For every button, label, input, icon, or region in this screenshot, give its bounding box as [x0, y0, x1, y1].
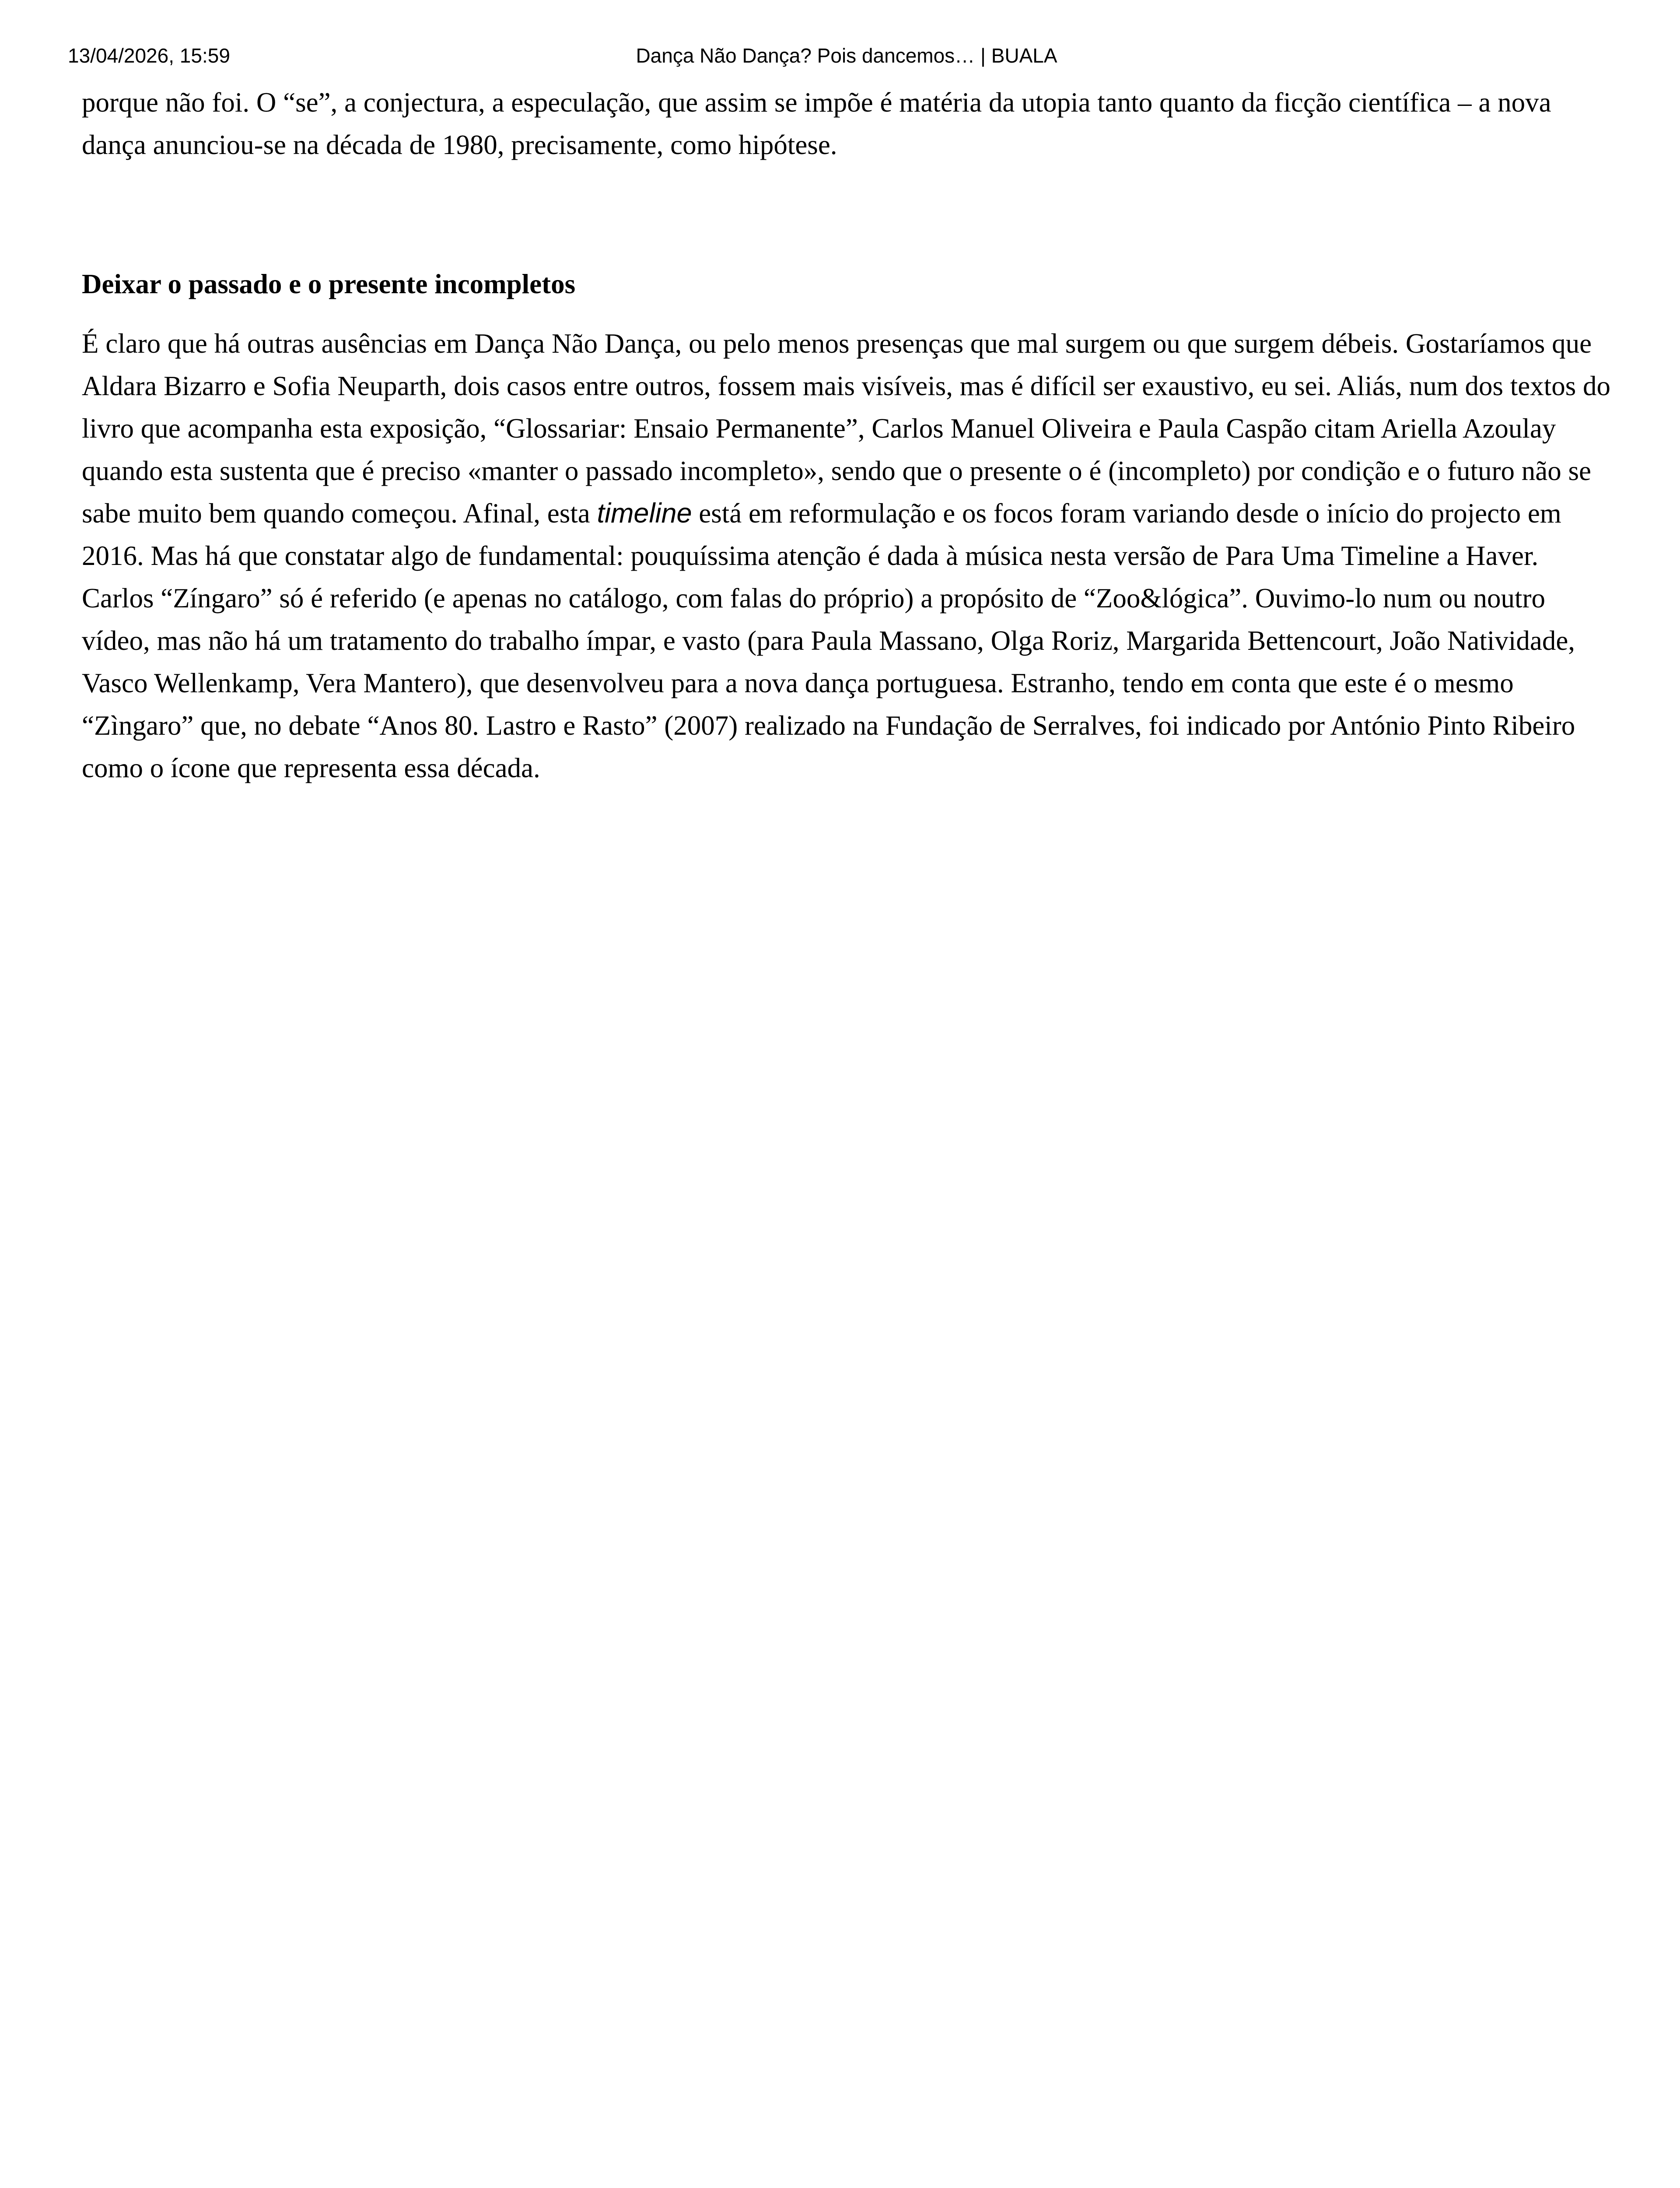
timeline-term: timeline — [597, 498, 692, 529]
section-heading: Deixar o passado e o presente incompletos — [82, 269, 576, 299]
intro-paragraph: porque não foi. O “se”, a conjectura, a especulação, que assim se impõe é matéria da utopia tanto quanto da ficção científica – a nova dança anunciou-se na década de 1980, precisamente, como hipótese. — [82, 87, 1551, 160]
body-paragraph — [82, 323, 1613, 789]
article-body — [82, 81, 1613, 789]
print-datetime: 13/04/2026, 15:59 — [68, 44, 230, 67]
body-text-part-1: É claro que há outras ausências em Dança Não Dança, ou pelo menos presenças que mal surgem ou que surgem débeis. Gostaríamos que Aldara Bizarro e Sofia Neuparth, dois casos entre outros, fossem mais visíveis, mas é difícil ser exaustivo, eu sei. Aliás, num dos textos do livro que acompanha esta exposição, “Glossariar: Ensaio Permanente”, Carlos Manuel Oliveira e Paula Caspão citam Ariella Azoulay quando esta sustenta que é preciso «manter o passado incompleto», sendo que o presente o é (incompleto) por condição e o futuro não se sabe muito bem quando começou. Afinal, esta — [82, 328, 1611, 529]
print-page-title: Dança Não Dança? Pois dancemos… | BUALA — [636, 44, 1057, 67]
print-header — [68, 40, 1625, 71]
body-text-part-2: está em reformulação e os focos foram variando desde o início do projecto em 2016. Mas há que constatar algo de fundamental: pouquíssima atenção é dada à música nesta versão de Para Uma Timeline a Haver. Carlos “Zíngaro” só é referido (e apenas no catálogo, com falas do próprio) a propósito de “Zoo&lógica”. Ouvimo-lo num ou noutro vídeo, mas não há um tratamento do trabalho ímpar, e vasto (para Paula Massano, Olga Roriz, Margarida Bettencourt, João Natividade, Vasco Wellenkamp, Vera Mantero), que desenvolveu para a nova dança portuguesa. Estranho, tendo em conta que este é o mesmo “Zìngaro” que, no debate “Anos 80. Lastro e Rasto” (2007) realizado na Fundação de Serralves, foi indicado por António Pinto Ribeiro como o ícone que representa essa década. — [82, 498, 1575, 783]
